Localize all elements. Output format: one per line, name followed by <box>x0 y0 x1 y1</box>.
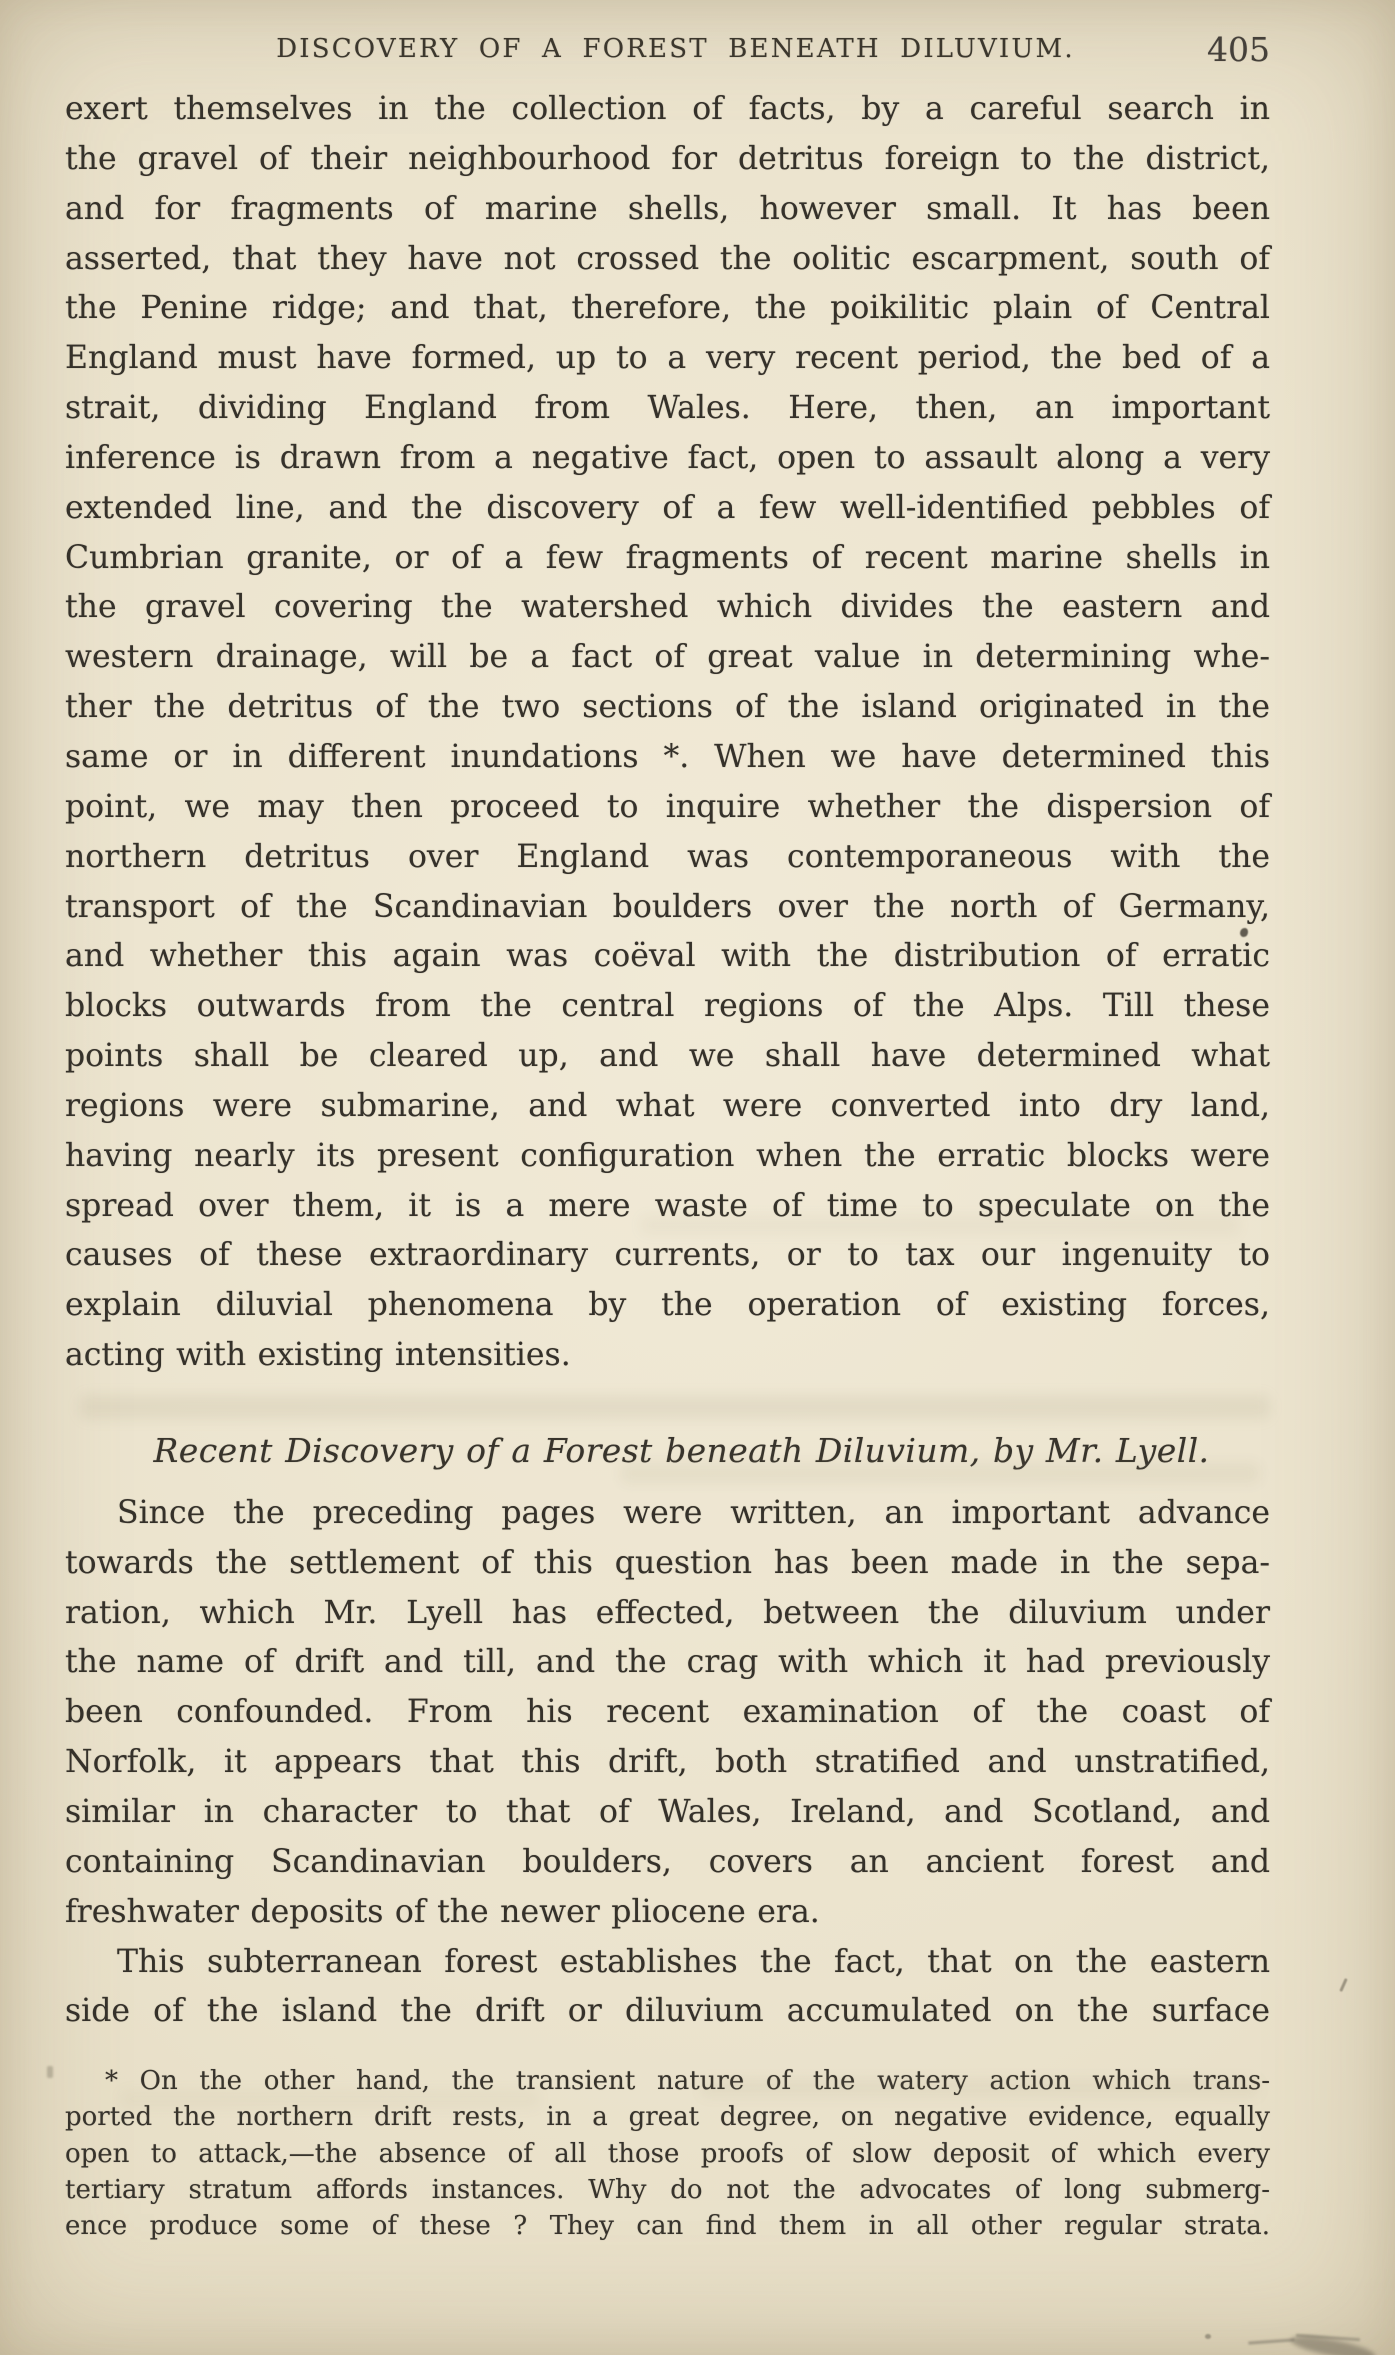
pencil-smudge-artifact <box>1296 2334 1360 2341</box>
text-line: acting with existing intensities. <box>65 1337 571 1374</box>
margin-mark-artifact <box>1339 1978 1347 1992</box>
text-line: Since the preceding pages were written, an important advance <box>117 1494 1270 1531</box>
text-line: ported the northern drift rests, in a great degree, on negative evidence, equally <box>65 2102 1270 2133</box>
pencil-smudge-artifact <box>1289 2333 1376 2355</box>
text-line: extended line, and the discovery of a few well-identified pebbles of <box>65 489 1270 526</box>
paragraph <box>65 1489 1270 1938</box>
text-line: transport of the Scandinavian boulders over the north of Germany, <box>65 888 1270 925</box>
text-line: and for fragments of marine shells, however small. It has been <box>65 190 1270 227</box>
text-line: western drainage, will be a fact of great value in determining whe- <box>65 639 1270 676</box>
text-line: ther the detritus of the two sections of the island originated in the <box>65 689 1270 726</box>
text-line: the gravel of their neighbourhood for detritus foreign to the district, <box>65 140 1270 177</box>
text-line: ence produce some of these ? They can find them in all other regular strata. <box>65 2211 1270 2242</box>
text-line: blocks outwards from the central regions of the Alps. Till these <box>65 988 1270 1025</box>
page-body <box>65 85 1270 2244</box>
margin-mark-artifact <box>47 2066 53 2078</box>
show-through-artifact <box>620 1462 1260 1484</box>
text-line: the name of drift and till, and the crag with which it had previously <box>65 1644 1270 1681</box>
text-line: side of the island the drift or diluvium accumulated on the surface <box>65 1993 1270 2030</box>
text-line: been confounded. From his recent examination of the coast of <box>65 1694 1270 1731</box>
text-line: open to attack,—the absence of all those proofs of slow deposit of which every <box>65 2138 1270 2169</box>
running-header <box>65 30 1270 76</box>
text-line: exert themselves in the collection of facts, by a careful search in <box>65 91 1270 127</box>
text-line: ration, which Mr. Lyell has effected, between the diluvium under <box>65 1594 1270 1631</box>
paragraph <box>65 1938 1270 2038</box>
section-heading: Recent Discovery of a Forest beneath Diluvium, by Mr. Lyell. <box>153 1430 1210 1470</box>
text-line: Cumbrian granite, or of a few fragments of recent marine shells in <box>65 539 1270 576</box>
text-line: having nearly its present configuration when the erratic blocks were <box>65 1137 1270 1174</box>
page-number: 405 <box>1207 30 1270 69</box>
text-line: This subterranean forest establishes the fact, that on the eastern <box>117 1943 1270 1980</box>
text-line: containing Scandinavian boulders, covers an ancient forest and <box>65 1843 1270 1880</box>
text-line: northern detritus over England was contemporaneous with the <box>65 838 1270 875</box>
text-line: points shall be cleared up, and we shall have determined what <box>65 1038 1270 1075</box>
text-line: similar in character to that of Wales, Ireland, and Scotland, and <box>65 1794 1270 1830</box>
text-line: strait, dividing England from Wales. Here, then, an important <box>65 390 1270 427</box>
pencil-smudge-artifact <box>1248 2328 1295 2344</box>
text-line: freshwater deposits of the newer pliocene era. <box>65 1893 820 1930</box>
text-line: same or in different inundations *. When we have determined this <box>65 738 1270 775</box>
paragraph-continued-from-previous-page <box>65 85 1270 1381</box>
text-line: * On the other hand, the transient nature of the watery action which trans- <box>105 2066 1270 2097</box>
text-line: the gravel covering the watershed which divides the eastern and <box>65 589 1270 626</box>
text-line: Norfolk, it appears that this drift, both stratified and unstratified, <box>65 1744 1270 1781</box>
text-line: point, we may then proceed to inquire whether the dispersion of <box>65 788 1270 825</box>
text-line: the Penine ridge; and that, therefore, the poikilitic plain of Central <box>65 290 1270 327</box>
text-line: explain diluvial phenomena by the operation of existing forces, <box>65 1287 1270 1324</box>
show-through-artifact <box>700 2078 1260 2098</box>
text-line: causes of these extraordinary currents, or to tax our ingenuity to <box>65 1237 1270 1274</box>
text-line: regions were submarine, and what were converted into dry land, <box>65 1087 1270 1124</box>
text-line: inference is drawn from a negative fact, open to assault along a very <box>65 439 1270 476</box>
running-header-title: DISCOVERY OF A FOREST BENEATH DILUVIUM. <box>276 34 1075 64</box>
text-line: tertiary stratum affords instances. Why do not the advocates of long submerg- <box>65 2174 1270 2205</box>
text-line: and whether this again was coëval with the distribution of erratic <box>65 938 1270 975</box>
text-line: spread over them, it is a mere waste of time to speculate on the <box>65 1187 1270 1224</box>
text-line: asserted, that they have not crossed the oolitic escarpment, south of <box>65 240 1270 277</box>
text-line: England must have formed, up to a very recent period, the bed of a <box>65 340 1270 377</box>
text-line: towards the settlement of this question has been made in the sepa- <box>65 1544 1270 1581</box>
show-through-artifact <box>80 1395 1270 1419</box>
show-through-artifact <box>640 1215 1240 1235</box>
show-through-artifact <box>120 2090 540 2108</box>
pencil-smudge-artifact <box>1205 2334 1211 2339</box>
